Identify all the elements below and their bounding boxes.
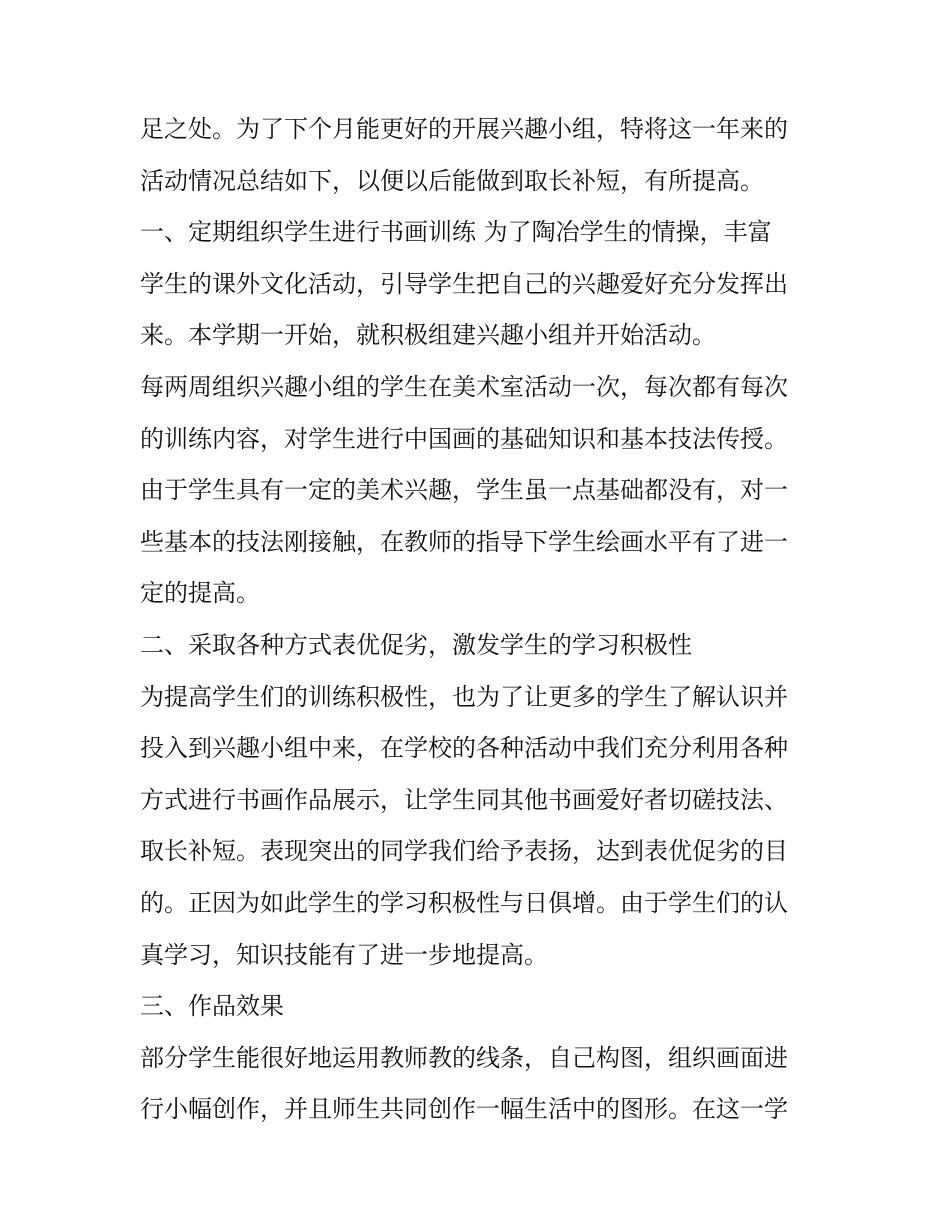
text-line-1: 足之处。为了下个月能更好的开展兴趣小组，特将这一年来的: [140, 115, 788, 143]
body-text: [140, 104, 820, 1136]
section-heading-2: 二、采取各种方式表优促劣，激发学生的学习积极性: [140, 630, 692, 659]
text-line-9: 些基本的技法刚接触，在教师的指导下学生绘画水平有了进一: [140, 527, 788, 556]
section-heading-3: 三、作品效果: [140, 992, 284, 1021]
text-line-6: 每两周组织兴趣小组的学生在美术室活动一次，每次都有每次: [140, 372, 788, 401]
text-line-14: 方式进行书画作品展示，让学生同其他书画爱好者切磋技法、: [140, 785, 788, 814]
text-line-8: 由于学生具有一定的美术兴趣，学生虽一点基础都没有，对一: [140, 476, 788, 505]
text-line-10: 定的提高。: [140, 579, 260, 608]
text-line-5: 来。本学期一开始，就积极组建兴趣小组并开始活动。: [140, 321, 716, 350]
text-line-7: 的训练内容，对学生进行中国画的基础知识和基本技法传授。: [140, 424, 788, 453]
text-line-20: 行小幅创作，并且师生共同创作一幅生活中的图形。在这一学: [140, 1095, 788, 1124]
text-line-15: 取长补短。表现突出的同学我们给予表扬，达到表优促劣的目: [140, 837, 788, 866]
text-line-16: 的。正因为如此学生的学习积极性与日俱增。由于学生们的认: [140, 888, 788, 917]
text-line-19: 部分学生能很好地运用教师教的线条，自己构图，组织画面进: [140, 1043, 788, 1072]
text-line-17: 真学习，知识技能有了进一步地提高。: [140, 940, 548, 969]
text-line-13: 投入到兴趣小组中来，在学校的各种活动中我们充分利用各种: [140, 734, 788, 763]
text-line-2: 活动情况总结如下，以便以后能做到取长补短，有所提高。: [140, 166, 764, 195]
text-line-4: 学生的课外文化活动，引导学生把自己的兴趣爱好充分发挥出: [140, 269, 788, 298]
text-line-12: 为提高学生们的训练积极性，也为了让更多的学生了解认识并: [140, 682, 788, 711]
section-heading-1: 一、定期组织学生进行书画训练 为了陶冶学生的情操，丰富: [140, 218, 772, 247]
